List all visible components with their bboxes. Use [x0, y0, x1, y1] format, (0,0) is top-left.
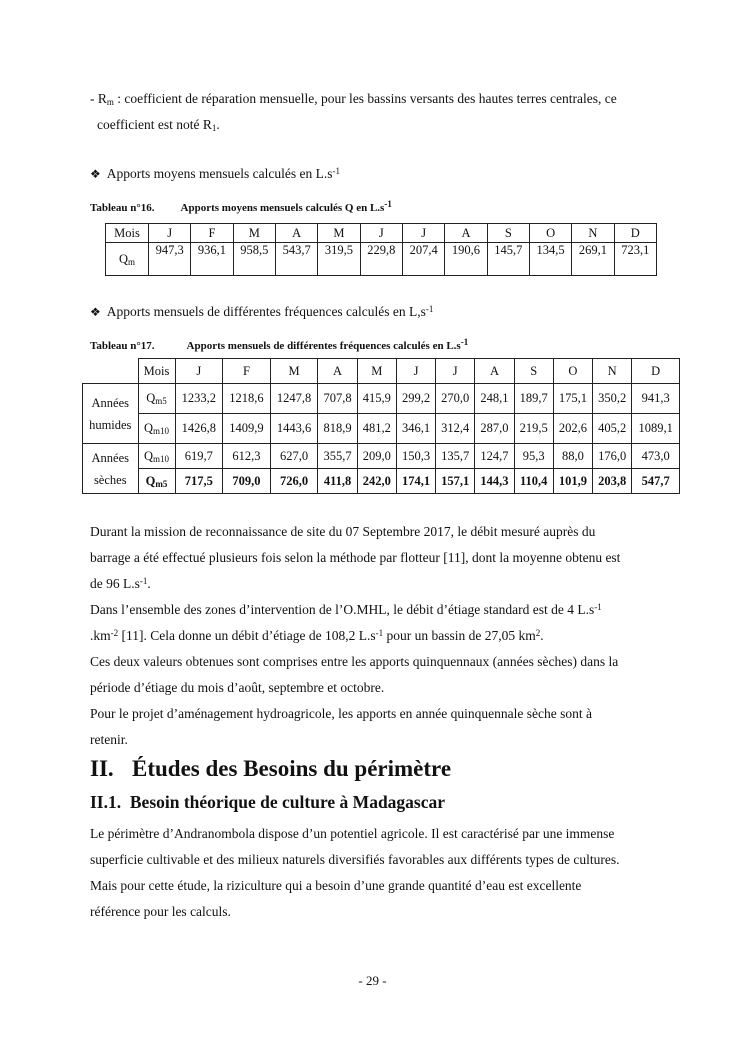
- value-cell: 941,3: [632, 384, 680, 414]
- month-cell: J: [175, 359, 223, 384]
- value-cell: 110,4: [514, 469, 553, 494]
- value-cell: 1426,8: [175, 414, 223, 444]
- value-cell: 411,8: [318, 469, 357, 494]
- value-cell: 95,3: [514, 444, 553, 469]
- paragraph-projet: Pour le projet d’aménagement hydroagricole, les apports en année quinquennale sèche sont à retenir.: [90, 706, 592, 747]
- value-cell: 346,1: [396, 414, 435, 444]
- value-cell: 134,5: [529, 243, 571, 276]
- value-cell: 189,7: [514, 384, 553, 414]
- value-cell: 707,8: [318, 384, 357, 414]
- value-cell: 415,9: [357, 384, 396, 414]
- month-cell: O: [553, 359, 592, 384]
- month-cell: A: [475, 359, 514, 384]
- month-cell: D: [614, 224, 656, 243]
- month-cell: D: [632, 359, 680, 384]
- value-cell: 88,0: [553, 444, 592, 469]
- paragraph-perimetre: Le périmètre d’Andranombola dispose d’un potentiel agricole. Il est caractérisé par une immense superficie cultivable et des milieux naturels diversifiés favorables aux différents types de cultures. Mais pour cette étude, la riziculture qui a besoin d’une grande quantité d’eau est excellente référence pour les calculs.: [90, 826, 620, 919]
- value-cell: 157,1: [436, 469, 475, 494]
- month-cell: N: [593, 359, 632, 384]
- value-cell: 299,2: [396, 384, 435, 414]
- value-cell: 203,8: [593, 469, 632, 494]
- value-cell: 936,1: [191, 243, 233, 276]
- qm-label: $Q_m$: [106, 243, 149, 276]
- month-cell: J: [436, 359, 475, 384]
- month-cell: S: [514, 359, 553, 384]
- paragraph-comparaison: Ces deux valeurs obtenues sont comprises entre les apports quinquennaux (années sèches) dans la période d’étiage du mois d’août, septembre et octobre.: [90, 654, 619, 695]
- value-cell: 242,0: [357, 469, 396, 494]
- value-cell: 1089,1: [632, 414, 680, 444]
- value-cell: 481,2: [357, 414, 396, 444]
- intro-line-2: coefficient est noté $R_1$.: [97, 117, 220, 133]
- month-cell: M: [318, 224, 360, 243]
- month-cell: J: [360, 224, 402, 243]
- value-cell: 219,5: [514, 414, 553, 444]
- dry-years-label: Années sèches: [83, 444, 139, 494]
- table-16-qm-row: [106, 243, 657, 276]
- value-cell: 627,0: [270, 444, 318, 469]
- value-cell: 355,7: [318, 444, 357, 469]
- value-cell: 190,6: [445, 243, 487, 276]
- value-cell: 350,2: [593, 384, 632, 414]
- value-cell: 1247,8: [270, 384, 318, 414]
- value-cell: 229,8: [360, 243, 402, 276]
- value-cell: 958,5: [233, 243, 275, 276]
- value-cell: 1409,9: [223, 414, 271, 444]
- value-cell: 101,9: [553, 469, 592, 494]
- value-cell: 207,4: [402, 243, 444, 276]
- diamond-bullet-icon: ❖: [90, 305, 101, 319]
- value-cell: 312,4: [436, 414, 475, 444]
- month-cell: J: [149, 224, 191, 243]
- qm10-label: $Q_{m10}$: [138, 414, 175, 444]
- value-cell: 135,7: [436, 444, 475, 469]
- paragraph-etiage: Dans l’ensemble des zones d’intervention de l’O.MHL, le débit d’étiage standard est de 4 $L.s^{-1}$ $.km^{-2}$ [11]. Cela donne un débit d’étiage de 108,2 $L.s^{-1}$ pour un bassin de 27,05 $km^2$.: [90, 602, 602, 643]
- value-cell: 319,5: [318, 243, 360, 276]
- month-cell: S: [487, 224, 529, 243]
- month-cell: J: [396, 359, 435, 384]
- value-cell: 287,0: [475, 414, 514, 444]
- value-cell: 124,7: [475, 444, 514, 469]
- month-cell: O: [529, 224, 571, 243]
- table-16: [105, 223, 657, 276]
- qm10-label: $Q_{m10}$: [138, 444, 175, 469]
- month-cell: M: [357, 359, 396, 384]
- intro-line-1: - $R_m$ : coefficient de réparation mensuelle, pour les bassins versants des hautes terres centrales, ce: [90, 91, 617, 107]
- value-cell: 145,7: [487, 243, 529, 276]
- value-cell: 176,0: [593, 444, 632, 469]
- value-cell: 543,7: [275, 243, 317, 276]
- diamond-bullet-icon: ❖: [90, 167, 101, 181]
- table-row: [83, 384, 680, 414]
- value-cell: 150,3: [396, 444, 435, 469]
- value-cell: 726,0: [270, 469, 318, 494]
- table-17-header-row: [83, 359, 680, 384]
- value-cell: 709,0: [223, 469, 271, 494]
- month-cell: A: [275, 224, 317, 243]
- value-cell: 1443,6: [270, 414, 318, 444]
- value-cell: 612,3: [223, 444, 271, 469]
- value-cell: 209,0: [357, 444, 396, 469]
- bullet-apports-frequences: ❖ Apports mensuels de différentes fréquences calculés en $L,s^{-1}$: [90, 304, 434, 319]
- table-17-caption: Tableau n°17. Apports mensuels de différentes fréquences calculés en $L.s^{-1}$: [90, 337, 469, 352]
- bullet-apports-moyens: ❖ Apports moyens mensuels calculés en $L.s^{-1}$: [90, 166, 340, 181]
- table-row: [83, 414, 680, 444]
- month-cell: A: [318, 359, 357, 384]
- value-cell: 619,7: [175, 444, 223, 469]
- table-17-head-label: Mois: [138, 359, 175, 384]
- page-number: - 29 -: [358, 973, 387, 988]
- table-16-head-label: Mois: [106, 224, 149, 243]
- value-cell: 144,3: [475, 469, 514, 494]
- month-cell: N: [572, 224, 614, 243]
- value-cell: 269,1: [572, 243, 614, 276]
- value-cell: 202,6: [553, 414, 592, 444]
- month-cell: M: [233, 224, 275, 243]
- month-cell: A: [445, 224, 487, 243]
- value-cell: 248,1: [475, 384, 514, 414]
- qm5-label: $Q_{m5}$: [138, 469, 175, 494]
- intro-definition: [90, 86, 673, 138]
- value-cell: 174,1: [396, 469, 435, 494]
- value-cell: 1218,6: [223, 384, 271, 414]
- month-cell: M: [270, 359, 318, 384]
- month-cell: F: [191, 224, 233, 243]
- table-row: [83, 469, 680, 494]
- value-cell: 717,5: [175, 469, 223, 494]
- month-cell: J: [402, 224, 444, 243]
- value-cell: 270,0: [436, 384, 475, 414]
- value-cell: 723,1: [614, 243, 656, 276]
- table-17: [82, 358, 680, 494]
- table-16-caption: Tableau n°16. Apports moyens mensuels calculés Q en $L.s^{-1}$: [90, 199, 392, 214]
- humid-years-label: Années humides: [83, 384, 139, 444]
- month-cell: F: [223, 359, 271, 384]
- value-cell: 405,2: [593, 414, 632, 444]
- value-cell: 947,3: [149, 243, 191, 276]
- value-cell: 547,7: [632, 469, 680, 494]
- table-row: [83, 444, 680, 469]
- qm5-label: $Q_{m5}$: [138, 384, 175, 414]
- value-cell: 818,9: [318, 414, 357, 444]
- heading-section-ii: II. Études des Besoins du périmètre: [90, 756, 452, 781]
- value-cell: 175,1: [553, 384, 592, 414]
- paragraph-mission: Durant la mission de reconnaissance de site du 07 Septembre 2017, le débit mesuré auprès du barrage a été effectué plusieurs fois selon la méthode par flotteur [11], dont la moyenne obtenu est de 96 $L.s^{-1}$.: [90, 524, 621, 591]
- table-16-header-row: [106, 224, 657, 243]
- value-cell: 1233,2: [175, 384, 223, 414]
- heading-section-ii-1: II.1. Besoin théorique de culture à Madagascar: [90, 792, 446, 812]
- value-cell: 473,0: [632, 444, 680, 469]
